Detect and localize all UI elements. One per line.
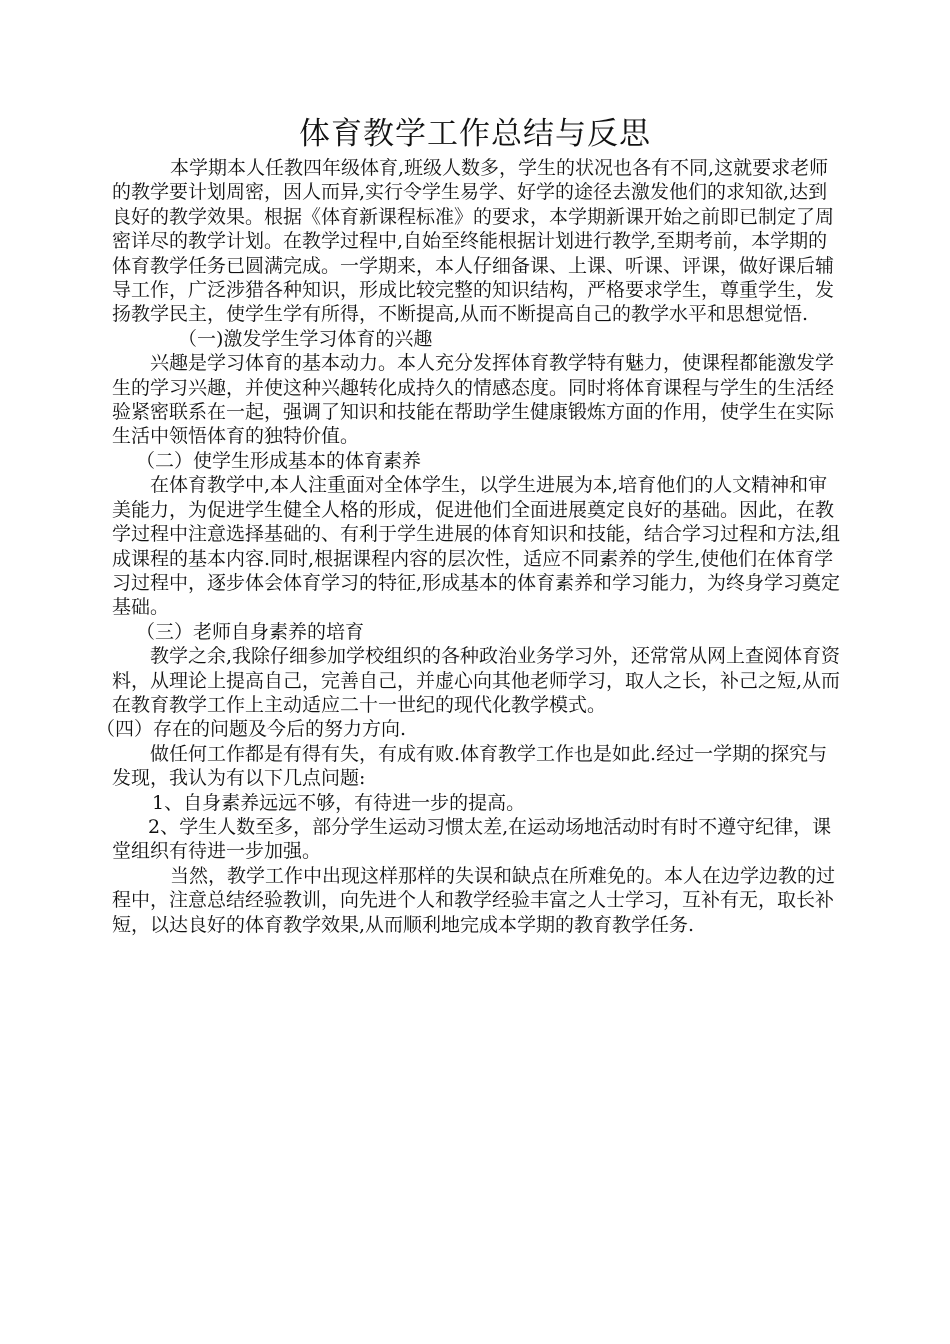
intro-paragraph: 本学期本人任教四年级体育,班级人数多，学生的状况也各有不同,这就要求老师的教学要计划周密，因人而异,实行令学生易学、好学的途径去激发他们的求知欲,达到良好的教学效果。根据《体育新课程标准》的要求，本学期新课开始之前即已制定了周密详尽的教学计划。在教学过程中,自始至终能根据计划进行教学,至期考前，本学期的体育教学任务已圆满完成。一学期来，本人仔细备课、上课、听课、评课，做好课后辅导工作，广泛涉猎各种知识，形成比较完整的知识结构，严格要求学生，尊重学生，发扬教学民主，使学生学有所得，不断提高,从而不断提高自己的教学水平和思想觉悟.: [112, 157, 835, 326]
document-body: [96, 156, 842, 937]
section-heading-2: （二）使学生形成基本的体育素养: [136, 449, 422, 472]
section-paragraph-3: 教学之余,我除仔细参加学校组织的各种政治业务学习外，还常常从网上查阅体育资料，从理论上提高自己，完善自己，并虚心向其他老师学习，取人之长，补己之短,从而在教育教学工作上主动适应二十一世纪的现代化教学模式。: [112, 645, 841, 716]
problems-intro-paragraph: 做任何工作都是有得有失，有成有败.体育教学工作也是如此.经过一学期的探究与发现，我认为有以下几点问题:: [112, 742, 828, 790]
document-title: 体育教学工作总结与反思: [299, 116, 651, 152]
section-heading-3: （三）老师自身素养的培育: [136, 620, 365, 643]
section-heading-1: （一)激发学生学习体育的兴趣: [178, 327, 433, 350]
closing-paragraph: 当然，教学工作中出现这样那样的失误和缺点在所难免的。本人在边学边教的过程中，注意总结经验教训，向先进个人和教学经验丰富之人士学习，互补有无，取长补短，以达良好的体育教学效果,从而顺利地完成本学期的教育教学任务.: [112, 864, 836, 936]
problem-item-1: 1、自身素养远远不够，有待进一步的提高。: [152, 791, 526, 814]
problem-item-2: 2、学生人数至多，部分学生运动习惯太差,在运动场地活动时有时不遵守纪律，课堂组织有待进一步加强。: [112, 815, 832, 863]
section-paragraph-1: 兴趣是学习体育的基本动力。本人充分发挥体育教学特有魅力，使课程都能激发学生的学习兴趣，并使这种兴趣转化成持久的情感态度。同时将体育课程与学生的生活经验紧密联系在一起，强调了知识和技能在帮助学生健康锻炼方面的作用，使学生在实际生活中领悟体育的独特价值。: [112, 352, 835, 448]
section-paragraph-2: 在体育教学中,本人注重面对全体学生，以学生进展为本,培育他们的人文精神和审美能力，为促进学生健全人格的形成，促进他们全面进展奠定良好的基础。因此，在教学过程中注意选择基础的、有利于学生进展的体育知识和技能，结合学习过程和方法,组成课程的基本内容.同时,根据课程内容的层次性，适应不同素养的学生,使他们在体育学习过程中，逐步体会体育学习的特征,形成基本的体育素养和学习能力，为终身学习奠定基础。: [112, 474, 841, 619]
section-heading-4: （四）存在的问题及今后的努力方向.: [96, 718, 407, 741]
